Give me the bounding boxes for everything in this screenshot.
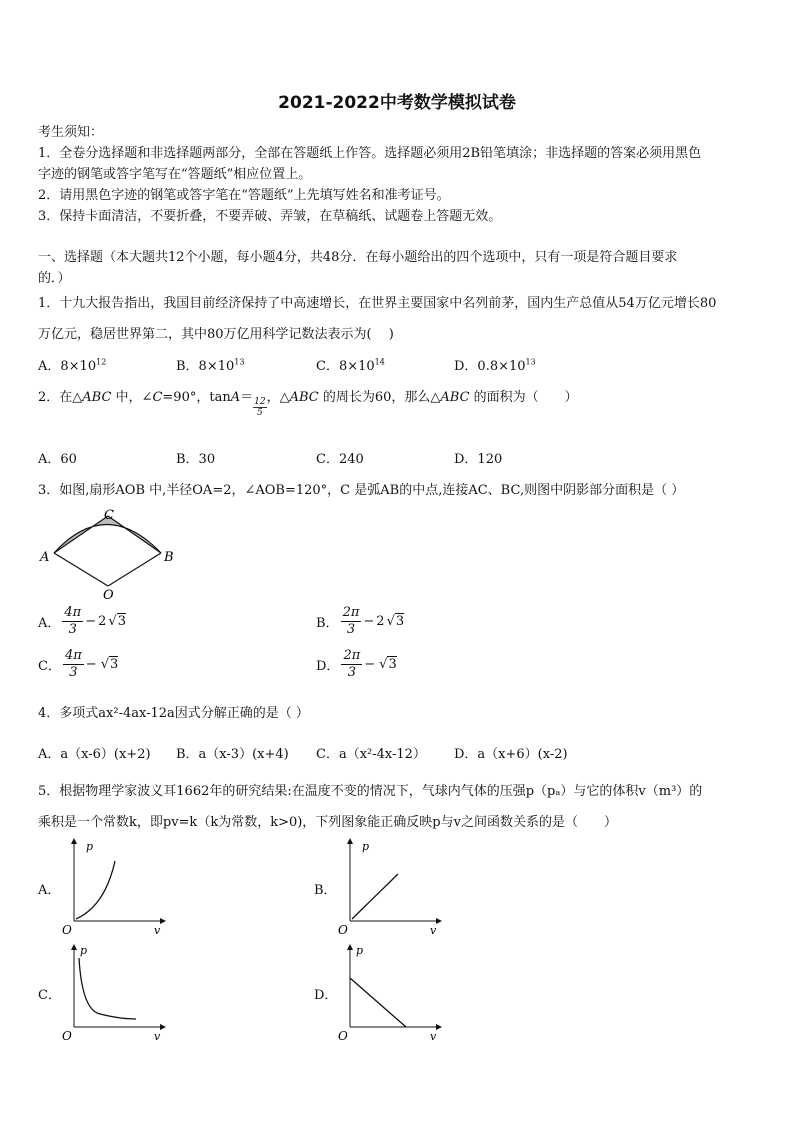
q2-frac-num: 12 (254, 397, 266, 407)
q2-text-post-1: ，△ (266, 390, 290, 405)
q4-stem: 4．多项式ax²-4ax-12a因式分解正确的是（ ） (38, 706, 309, 721)
q2-text-mid-1: 中，∠ (111, 390, 153, 405)
q2-text-post-3: 的面积为（ ） (469, 390, 578, 405)
y-axis-arrow (347, 944, 353, 950)
q3-arc (54, 525, 161, 554)
q1-option-b-exp: 13 (234, 357, 245, 367)
q5-graph-d[interactable] (336, 942, 446, 1042)
q5-option-d-label[interactable]: D． (314, 988, 338, 1003)
q2-stem (38, 386, 578, 418)
q1-option-d[interactable] (454, 355, 536, 374)
q3-label-c: C (104, 508, 114, 523)
q2-tan-fraction (253, 397, 266, 418)
q2-option-b[interactable]: B．30 (176, 452, 216, 467)
origin-label: O (62, 923, 72, 936)
q2-option-c[interactable]: C．240 (316, 452, 364, 467)
section-heading-line-2: 的．） (38, 271, 71, 286)
q1-option-b-label: B．8×10 (176, 359, 235, 374)
q3-stem: 3．如图,扇形AOB 中,半径OA=2，∠AOB=120°，C 是弧AB的中点,连接AC、BC,则图中阴影部分面积是（ ） (38, 483, 685, 498)
notice-line-3: 3．保持卡面清洁，不要折叠，不要弄破、弄皱，在草稿纸、试题卷上答题无效。 (38, 209, 502, 224)
q5-stem-line-1: 5．根据物理学家波义耳1662年的研究结果:在温度不变的情况下，气球内气体的压强p（pₐ）与它的体积v（m³）的 (38, 784, 703, 799)
q3-label-b: B (164, 550, 174, 565)
q3-chord-ac (54, 516, 108, 553)
q3-option-a-op: − (85, 614, 97, 629)
notice-heading: 考生须知： (38, 125, 104, 140)
q3-option-c-op: − (85, 657, 97, 672)
origin-label: O (62, 1029, 72, 1042)
y-axis-label: p (80, 944, 88, 957)
q3-option-b-label: B． (316, 616, 339, 631)
q5-graph-c[interactable] (60, 942, 170, 1042)
q2-text-post-2: 的周长为60，那么△ (318, 390, 441, 405)
q3-chord-bc (108, 516, 161, 553)
q3-option-c-den: 3 (69, 665, 78, 680)
q1-option-a-exp: 12 (96, 357, 107, 367)
q5-graph-b[interactable] (336, 836, 446, 936)
q3-option-a-num: 4π (64, 605, 82, 620)
q1-stem-line-2: 万亿元，稳居世界第二，其中80万亿用科学记数法表示为( ) (38, 327, 394, 342)
q3-option-c-fraction (63, 648, 84, 681)
q2-text-mid-2: =90°，tan (162, 390, 231, 405)
q5-option-c-label[interactable]: C． (38, 988, 61, 1003)
q2-triangle-name-2: ABC (289, 390, 319, 405)
y-axis-arrow (347, 838, 353, 844)
section-heading-line-1: 一、选择题（本大题共12个小题，每小题4分，共48分．在每小题给出的四个选项中，只有一项是符合题目要求 (38, 250, 678, 265)
q3-radius-oa (54, 553, 108, 586)
q3-option-d-op: − (364, 657, 376, 672)
q3-option-a-label: A． (38, 616, 61, 631)
origin-label: O (338, 923, 348, 936)
x-axis-label: v (430, 1030, 437, 1042)
q3-option-c-label: C． (38, 659, 61, 674)
q3-option-a-coef: 2 (98, 614, 107, 629)
q3-label-a: A (40, 550, 50, 565)
q5-graph-a[interactable] (60, 836, 170, 936)
q3-option-c-rad: 3 (109, 657, 119, 672)
x-axis-arrow (436, 1024, 442, 1030)
q2-frac-den: 5 (256, 408, 263, 418)
q4-option-a[interactable]: A．a（x-6）(x+2) (38, 747, 151, 762)
q3-option-a-fraction (62, 605, 83, 638)
q2-angle-c: C (152, 390, 163, 405)
q3-option-b-sqrt: √3 (386, 614, 405, 629)
q1-option-a-label: A．8×10 (38, 359, 97, 374)
q3-option-a-rad: 3 (117, 614, 126, 629)
y-axis-label: p (362, 840, 370, 853)
q5-graph-a-curve (76, 861, 115, 919)
q1-option-c-exp: 14 (374, 357, 385, 367)
q3-option-a[interactable] (38, 605, 126, 638)
q4-option-d[interactable]: D．a（x+6）(x-2) (454, 747, 568, 762)
q1-stem-line-1: 1．十九大报告指出，我国目前经济保持了中高速增长，在世界主要国家中名列前茅，国内生产总值从54万亿元增长80 (38, 296, 717, 311)
q1-option-d-label: D．0.8×10 (454, 359, 526, 374)
origin-label: O (338, 1029, 348, 1042)
y-axis-arrow (71, 944, 77, 950)
q5-option-a-label[interactable]: A． (38, 883, 61, 898)
notice-line-1a: 1．全卷分选择题和非选择题两部分，全部在答题纸上作答。选择题必须用2B铅笔填涂；非选择题的答案必须用黑色 (38, 146, 702, 161)
q3-option-d-den: 3 (347, 665, 356, 680)
q3-sector-figure (36, 508, 186, 600)
q2-equals: ＝ (240, 390, 254, 405)
q3-option-b-den: 3 (346, 622, 356, 637)
x-axis-label: v (430, 924, 437, 936)
x-axis-arrow (436, 918, 442, 924)
q3-option-b[interactable] (316, 605, 404, 638)
q2-option-a[interactable]: A．60 (38, 452, 77, 467)
q3-option-b-coef: 2 (376, 614, 385, 629)
q1-option-c-label: C．8×10 (316, 359, 375, 374)
q3-option-a-den: 3 (68, 622, 77, 637)
q3-option-d-fraction (341, 648, 362, 681)
q4-option-c[interactable]: C．a（x²-4x-12） (316, 747, 426, 762)
q1-option-c[interactable] (316, 355, 385, 374)
q4-option-b[interactable]: B．a（x-3）(x+4) (176, 747, 289, 762)
q3-option-a-sqrt: √3 (108, 614, 126, 629)
q3-option-d-sqrt: √3 (379, 657, 397, 672)
q3-option-d[interactable] (316, 648, 397, 681)
q2-triangle-name-3: ABC (440, 390, 470, 405)
q3-option-c-num: 4π (64, 648, 82, 663)
q3-option-b-op: − (363, 614, 375, 629)
q3-label-o: O (103, 588, 114, 600)
q5-graph-b-line (352, 874, 398, 919)
q3-option-c[interactable] (38, 648, 118, 681)
q1-option-d-exp: 13 (525, 357, 536, 367)
x-axis-label: v (154, 1030, 161, 1042)
notice-line-2: 2．请用黑色字迹的钢笔或答字笔在“答题纸”上先填写姓名和准考证号。 (38, 188, 450, 203)
q5-stem-line-2: 乘积是一个常数k，即pv=k（k为常数，k>0)，下列图象能正确反映p与v之间函数关系的是（ ） (38, 815, 617, 830)
q3-option-d-num: 2π (343, 648, 361, 663)
notice-line-1b: 字迹的钢笔或答字笔写在“答题纸”相应位置上。 (38, 167, 312, 182)
q1-option-a[interactable] (38, 355, 106, 374)
q3-radius-ob (108, 553, 161, 586)
q3-option-d-rad: 3 (388, 657, 397, 672)
q2-option-d[interactable]: D．120 (454, 452, 503, 467)
q5-option-b-label[interactable]: B． (314, 883, 337, 898)
q2-triangle-name: ABC (82, 390, 112, 405)
q5-graph-d-line (350, 978, 406, 1027)
y-axis-label: p (356, 944, 364, 957)
y-axis-arrow (71, 838, 77, 844)
q3-option-c-sqrt: √3 (100, 657, 119, 672)
page-title: 2021-2022中考数学模拟试卷 (278, 93, 516, 113)
q3-option-b-fraction (341, 605, 362, 638)
x-axis-label: v (154, 924, 161, 936)
q3-option-b-rad: 3 (395, 614, 405, 629)
q1-option-b[interactable] (176, 355, 244, 374)
q2-angle-a: A (230, 390, 241, 405)
x-axis-arrow (160, 918, 166, 924)
q3-option-d-label: D． (316, 659, 340, 674)
q5-graph-c-curve (79, 958, 136, 1019)
q3-option-b-num: 2π (342, 605, 360, 620)
x-axis-arrow (160, 1024, 166, 1030)
q2-text-pre: 2．在△ (38, 390, 83, 405)
y-axis-label: p (86, 840, 94, 853)
